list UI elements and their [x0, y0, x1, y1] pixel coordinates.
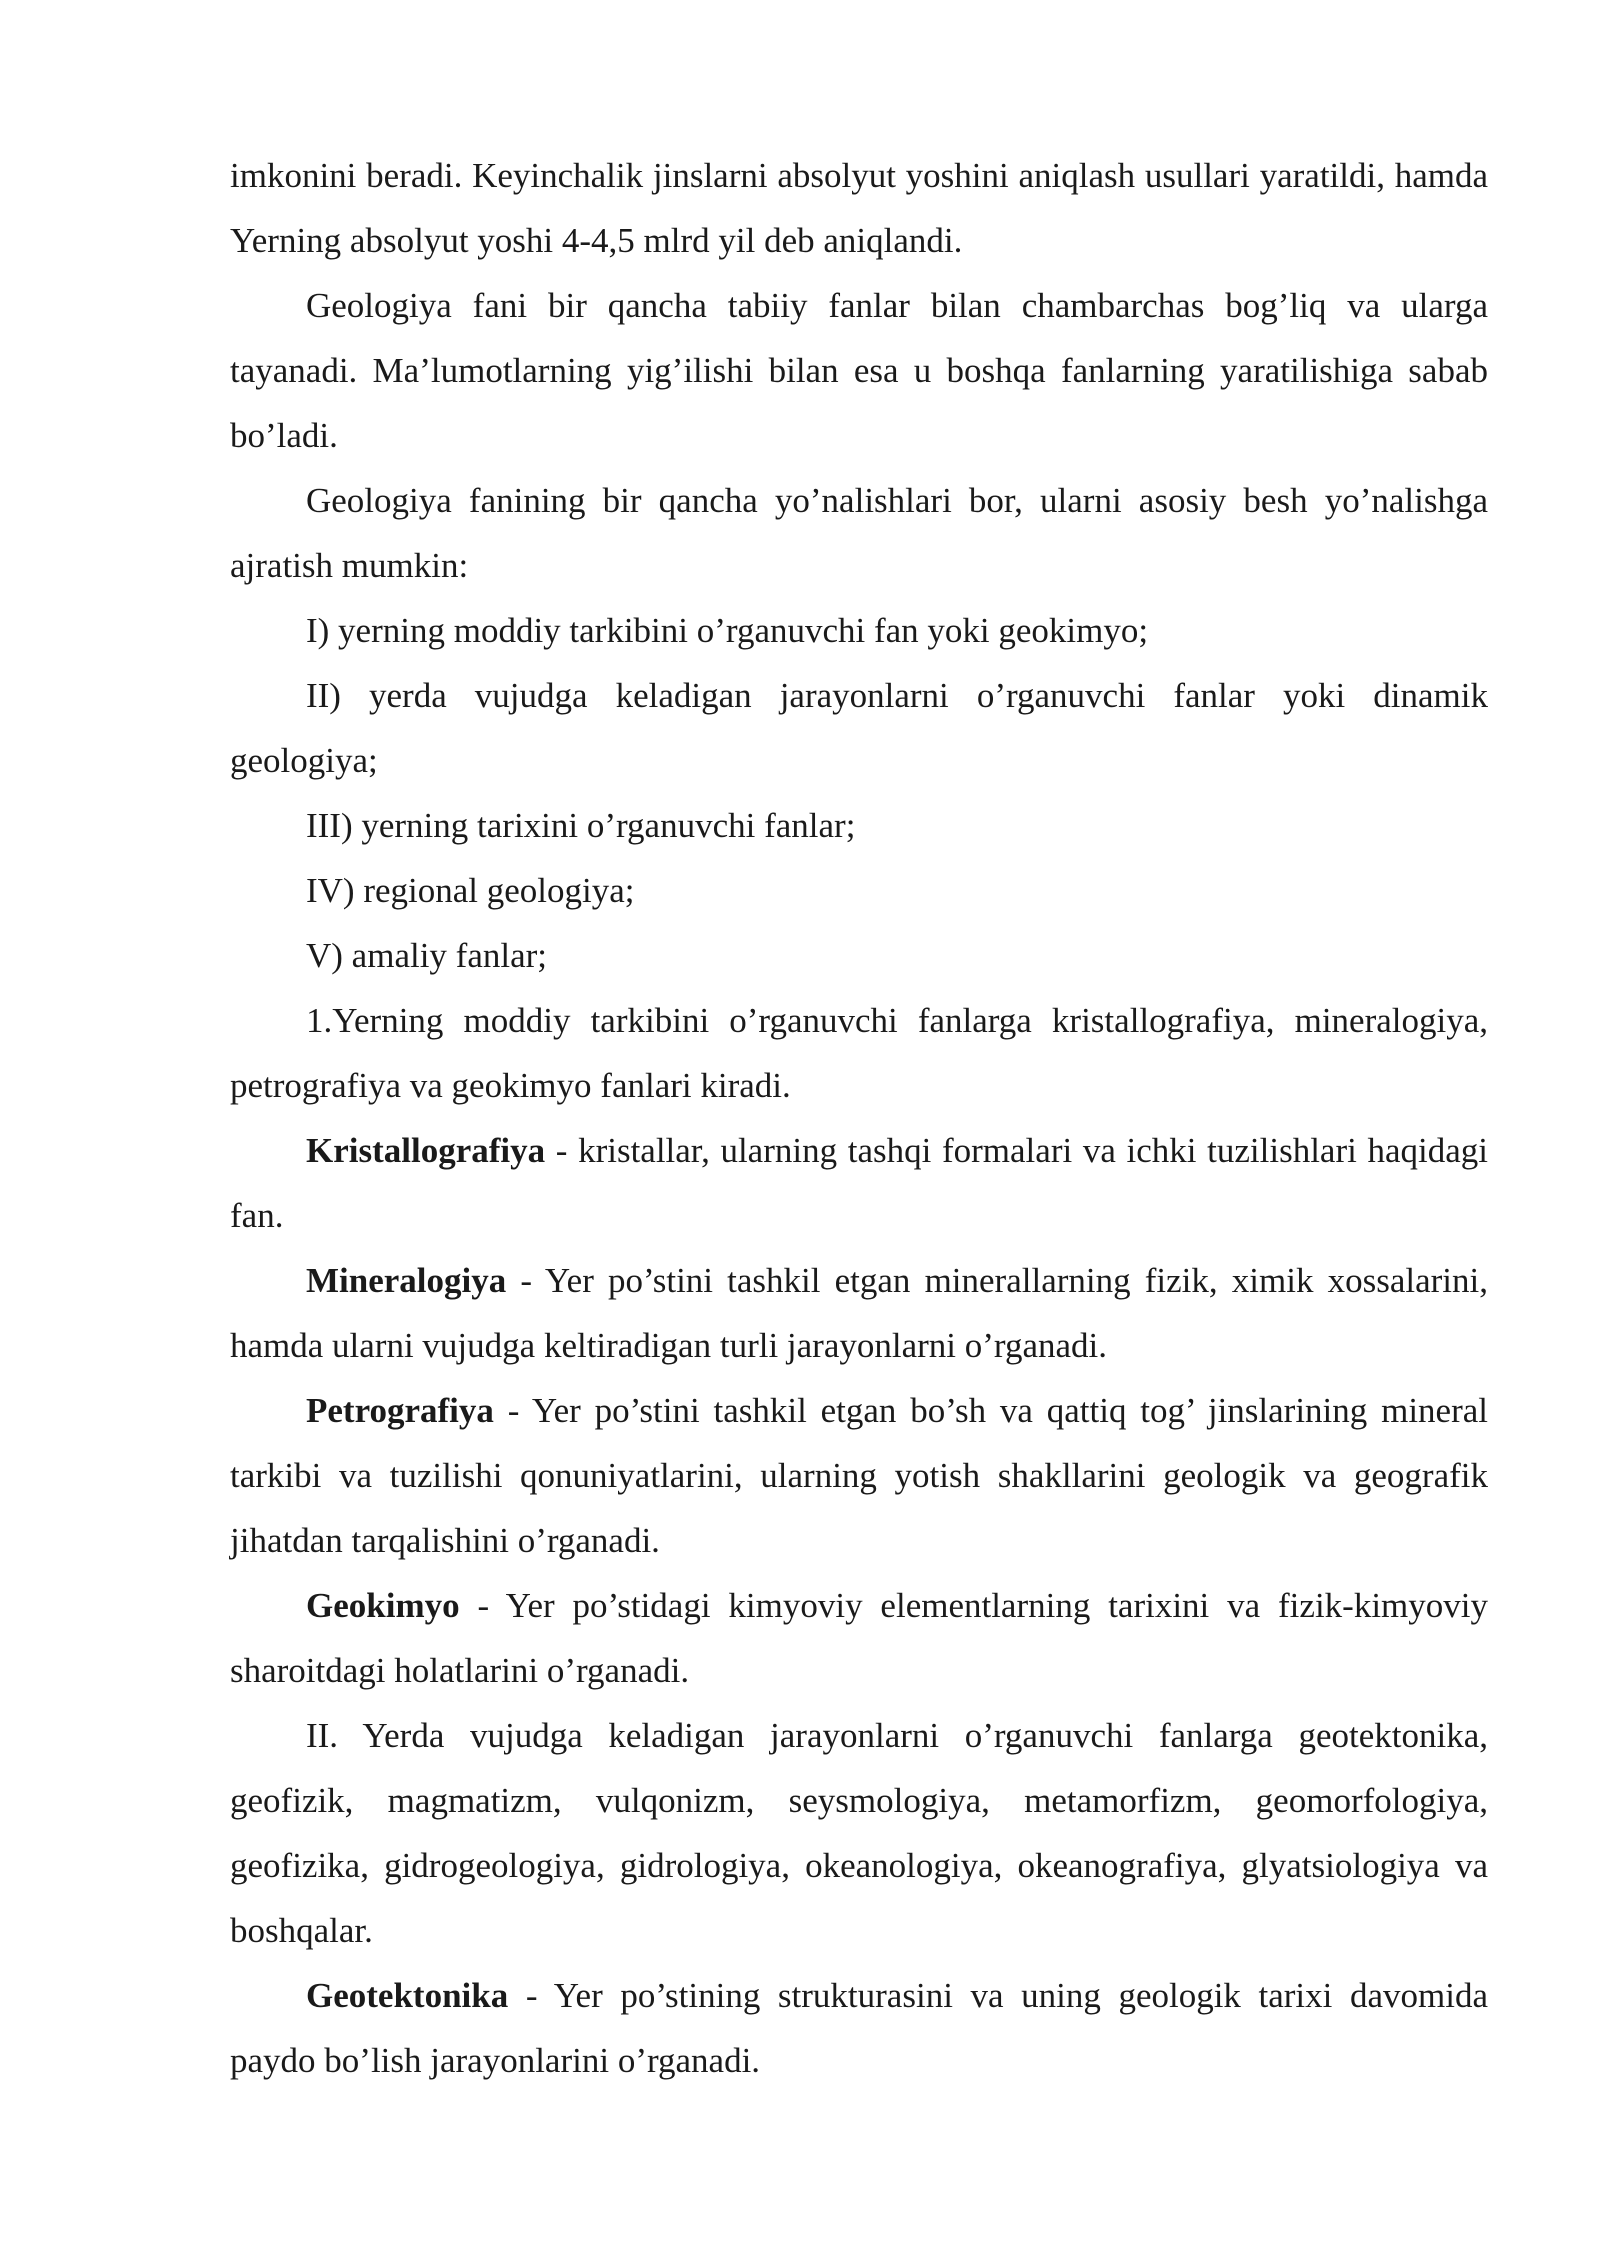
paragraph-text: I) yerning moddiy tarkibini o’rganuvchi fan yoki geokimyo; — [306, 611, 1149, 650]
definition-geotektonika — [230, 1963, 1488, 2093]
list-item-direction-1 — [230, 598, 1488, 663]
paragraph-geology-directions — [230, 468, 1488, 598]
paragraph-continuation — [230, 143, 1488, 273]
paragraph-text: 1.Yerning moddiy tarkibini o’rganuvchi fanlarga kristallografiya, mineralogiya, petrografiya va geokimyo fanlari kiradi. — [230, 1001, 1488, 1105]
definition-petrografiya — [230, 1378, 1488, 1573]
paragraph-text: imkonini beradi. Keyinchalik jinslarni absolyut yoshini aniqlash usullari yaratildi, hamda Yerning absolyut yoshi 4-4,5 mlrd yil deb aniqlandi. — [230, 156, 1488, 260]
paragraph-text: Geologiya fani bir qancha tabiiy fanlar bilan chambarchas bog’liq va ularga tayanadi. Ma’lumotlarning yig’ilishi bilan esa u boshqa fanlarning yaratilishiga sabab bo’ladi. — [230, 286, 1488, 455]
definition-mineralogiya — [230, 1248, 1488, 1378]
list-item-direction-5 — [230, 923, 1488, 988]
paragraph-text: Geologiya fanining bir qancha yo’nalishlari bor, ularni asosiy besh yo’nalishga ajratish mumkin: — [230, 481, 1488, 585]
list-item-direction-2 — [230, 663, 1488, 793]
definition-text: - Yer po’stini tashkil etgan bo’sh va qattiq tog’ jinslarining mineral tarkibi va tuzilishi qonuniyatlarini, ularning yotish shakllarini geologik va geografik jihatdan tarqalishini o’rganadi. — [230, 1391, 1488, 1560]
term-geokimyo: Geokimyo — [306, 1586, 460, 1625]
paragraph-material-sciences — [230, 988, 1488, 1118]
term-geotektonika: Geotektonika — [306, 1976, 509, 2015]
term-kristallografiya: Kristallografiya — [306, 1131, 546, 1170]
definition-text: - Yer po’stidagi kimyoviy elementlarning tarixini va fizik-kimyoviy sharoitdagi holatlarini o’rganadi. — [230, 1586, 1488, 1690]
definition-text: - kristallar, ularning tashqi formalari va ichki tuzilishlari haqidagi fan. — [230, 1131, 1488, 1235]
paragraph-text: II. Yerda vujudga keladigan jarayonlarni o’rganuvchi fanlarga geotektonika, geofizik, magmatizm, vulqonizm, seysmologiya, metamorfizm, geomorfologiya, geofizika, gidrogeologiya, gidrologiya, okeanologiya, okeanografiya, glyatsiologiya va boshqalar. — [230, 1716, 1488, 1950]
term-mineralogiya: Mineralogiya — [306, 1261, 507, 1300]
paragraph-text: IV) regional geologiya; — [306, 871, 635, 910]
definition-geokimyo — [230, 1573, 1488, 1703]
term-petrografiya: Petrografiya — [306, 1391, 494, 1430]
definition-text: - Yer po’stini tashkil etgan minerallarning fizik, ximik xossalarini, hamda ularni vujudga keltiradigan turli jarayonlarni o’rganadi. — [230, 1261, 1488, 1365]
paragraph-text: V) amaliy fanlar; — [306, 936, 548, 975]
paragraph-dynamic-sciences — [230, 1703, 1488, 1963]
list-item-direction-4 — [230, 858, 1488, 923]
definition-text: - Yer po’stining strukturasini va uning geologik tarixi davomida paydo bo’lish jarayonlarini o’rganadi. — [230, 1976, 1488, 2080]
definition-kristallografiya — [230, 1118, 1488, 1248]
paragraph-text: II) yerda vujudga keladigan jarayonlarni o’rganuvchi fanlar yoki dinamik geologiya; — [230, 676, 1488, 780]
paragraph-text: III) yerning tarixini o’rganuvchi fanlar; — [306, 806, 856, 845]
list-item-direction-3 — [230, 793, 1488, 858]
paragraph-geology-dependencies — [230, 273, 1488, 468]
document-page — [230, 143, 1488, 2093]
